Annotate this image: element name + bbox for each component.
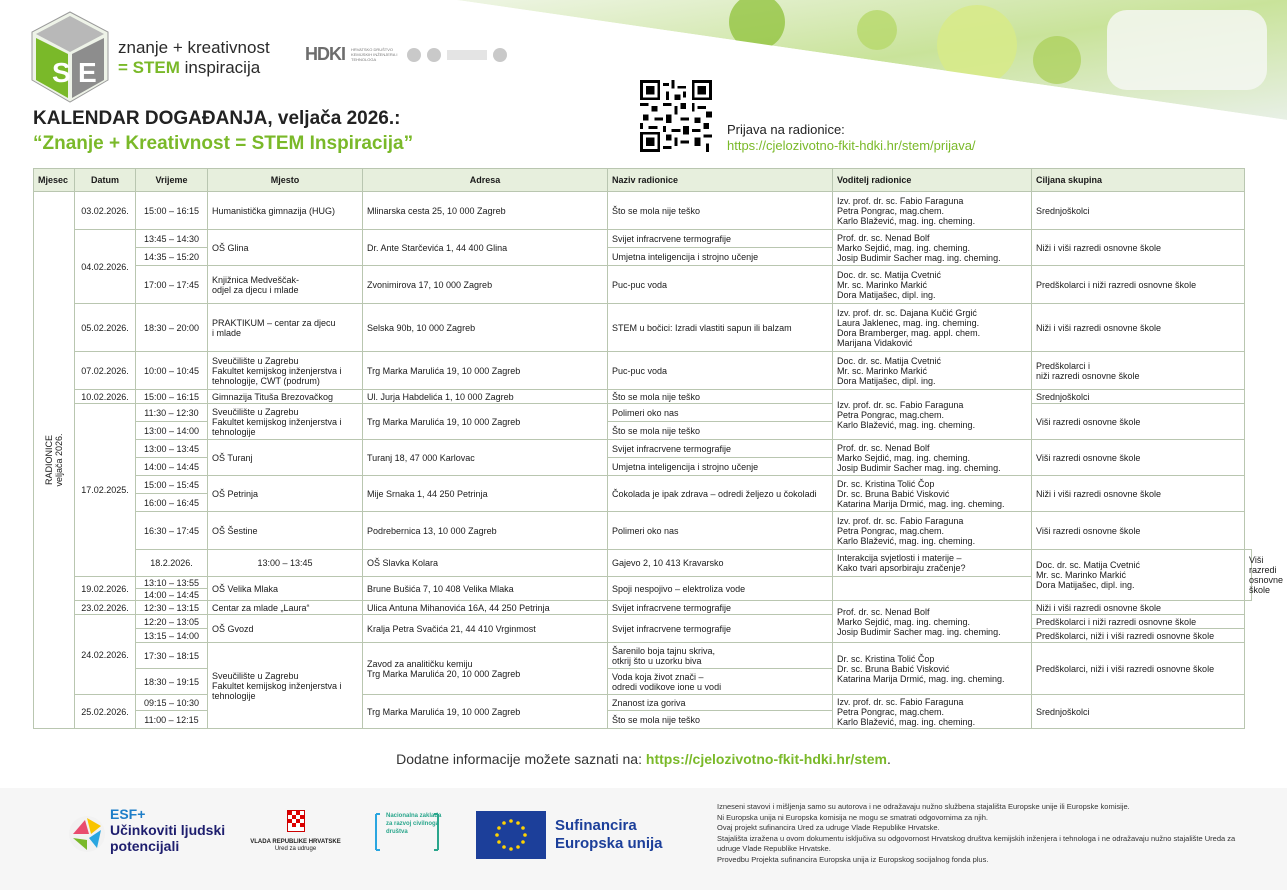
- leader-cell: Izv. prof. dr. sc. Fabio Faraguna Petra Pongrac, mag.chem. Karlo Blažević, mag. ing. cheming.: [833, 390, 1032, 440]
- leader-cell: Doc. dr. sc. Matija Cvetnić Mr. sc. Marinko Markić Dora Matijašec, dipl. ing.: [833, 266, 1032, 304]
- table-row: [34, 404, 1252, 422]
- place-cell: OŠ Slavka Kolara: [363, 550, 608, 577]
- time-cell: 16:30 – 17:45: [136, 512, 208, 550]
- address-cell: Trg Marka Marulića 19, 10 000 Zagreb: [363, 352, 608, 390]
- date-cell: 17.02.2025.: [75, 404, 136, 577]
- header-address: Adresa: [363, 169, 608, 192]
- workshop-cell: Umjetna inteligencija i strojno učenje: [608, 458, 833, 476]
- place-cell: OŠ Petrinja: [208, 476, 363, 512]
- table-row: [34, 601, 1252, 615]
- date-cell: 07.02.2026.: [75, 352, 136, 390]
- esf-text: [110, 806, 225, 854]
- workshop-cell: Spoji nespojivo – elektroliza vode: [608, 577, 833, 601]
- qr-code-icon[interactable]: [640, 80, 712, 152]
- address-cell: Trg Marka Marulića 19, 10 000 Zagreb: [363, 695, 608, 729]
- header-time: Vrijeme: [136, 169, 208, 192]
- workshop-cell: Što se mola nije teško: [608, 192, 833, 230]
- date-cell: 23.02.2026.: [75, 601, 136, 615]
- disclaimer-line: Provedbu Projekta sufinancira Europska unija iz Europskog socijalnog fonda plus.: [717, 854, 989, 864]
- disclaimer-line: Ni Europska unija ni Europska komisija ne mogu se smatrati odgovornima za njih.: [717, 812, 988, 822]
- header-leader: Voditelj radionice: [833, 169, 1032, 192]
- workshop-cell: Znanost iza goriva: [608, 695, 833, 711]
- month-cell: [34, 192, 75, 729]
- header-place: Mjesto: [208, 169, 363, 192]
- leader-cell: Prof. dr. sc. Nenad Bolf Marko Sejdić, mag. ing. cheming. Josip Budimir Sacher mag. ing. cheming.: [833, 230, 1032, 266]
- partner-logo-bar: [447, 50, 487, 60]
- address-cell: Mlinarska cesta 25, 10 000 Zagreb: [363, 192, 608, 230]
- address-cell: Gajevo 2, 10 413 Kravarsko: [608, 550, 833, 577]
- registration-label: Prijava na radionice:: [727, 122, 845, 137]
- partner-logos: [305, 44, 507, 65]
- date-cell: 04.02.2026.: [75, 230, 136, 304]
- target-cell: Viši razredi osnovne škole: [1032, 440, 1245, 476]
- logo-line2-rest: inspiracija: [179, 58, 261, 77]
- time-cell: 17:00 – 17:45: [136, 266, 208, 304]
- time-cell: 10:00 – 10:45: [136, 352, 208, 390]
- esf-line1: ESF+: [110, 806, 146, 822]
- header-date: Datum: [75, 169, 136, 192]
- month-label-line2: veljača 2026.: [54, 433, 64, 487]
- stem-logo: [30, 10, 110, 105]
- time-cell: 15:00 – 16:15: [136, 192, 208, 230]
- place-cell: Humanistička gimnazija (HUG): [208, 192, 363, 230]
- table-row: [34, 352, 1252, 390]
- time-cell: 14:35 – 15:20: [136, 248, 208, 266]
- target-cell: Srednjoškolci: [1032, 390, 1245, 404]
- address-cell: Turanj 18, 47 000 Karlovac: [363, 440, 608, 476]
- table-row: [34, 550, 1252, 577]
- time-cell: 12:30 – 13:15: [136, 601, 208, 615]
- date-cell: 10.02.2026.: [75, 390, 136, 404]
- address-cell: Ulica Antuna Mihanovića 16A, 44 250 Petrinja: [363, 601, 608, 615]
- leader-cell: Prof. dr. sc. Nenad Bolf Marko Sejdić, mag. ing. cheming. Josip Budimir Sacher mag. ing. cheming.: [833, 440, 1032, 476]
- workshop-cell: Polimeri oko nas: [608, 512, 833, 550]
- leader-cell: Izv. prof. dr. sc. Fabio Faraguna Petra Pongrac, mag.chem. Karlo Blažević, mag. ing. cheming.: [833, 192, 1032, 230]
- target-cell: Niži i viši razredi osnovne škole: [1032, 601, 1245, 615]
- workshop-cell: Što se mola nije teško: [608, 422, 833, 440]
- workshop-cell: STEM u bočici: Izradi vlastiti sapun ili balzam: [608, 304, 833, 352]
- place-cell: OŠ Turanj: [208, 440, 363, 476]
- time-cell: 13:00 – 14:00: [136, 422, 208, 440]
- address-cell: Mije Srnaka 1, 44 250 Petrinja: [363, 476, 608, 512]
- workshop-cell: Interakcija svjetlosti i materije – Kako tvari apsorbiraju zračenje?: [833, 550, 1032, 577]
- disclaimer: [717, 802, 1257, 865]
- address-cell: Brune Bušića 7, 10 408 Velika Mlaka: [363, 577, 608, 601]
- table-row: [34, 266, 1252, 304]
- place-cell: Sveučilište u Zagrebu Fakultet kemijskog inženjerstva i tehnologije: [208, 404, 363, 440]
- target-cell: Predškolarci i niži razredi osnovne škole: [1032, 352, 1245, 390]
- logo-text: [118, 38, 270, 78]
- time-cell: 13:15 – 14:00: [136, 629, 208, 643]
- header-month: Mjesec: [34, 169, 75, 192]
- leader-cell: Izv. prof. dr. sc. Fabio Faraguna Petra Pongrac, mag.chem. Karlo Blažević, mag. ing. cheming.: [833, 512, 1032, 550]
- workshop-cell: Svijet infracrvene termografije: [608, 601, 833, 615]
- table-row: [34, 390, 1252, 404]
- workshop-cell: Umjetna inteligencija i strojno učenje: [608, 248, 833, 266]
- partner-emblem-icon: [407, 48, 421, 62]
- workshop-cell: Što se mola nije teško: [608, 711, 833, 729]
- place-cell: PRAKTIKUM – centar za djecu i mlade: [208, 304, 363, 352]
- address-cell: Selska 90b, 10 000 Zagreb: [363, 304, 608, 352]
- time-cell: 14:00 – 14:45: [136, 589, 208, 601]
- target-cell: Predškolarci, niži i viši razredi osnovne škole: [1032, 643, 1245, 695]
- table-row: [34, 304, 1252, 352]
- svg-text:E: E: [78, 57, 97, 88]
- workshop-cell: Šarenilo boja tajnu skriva, otkrij što u uzorku biva: [608, 643, 833, 669]
- leader-cell: Izv. prof. dr. sc. Dajana Kučić Grgić Laura Jaklenec, mag. ing. cheming. Dora Bramberger, mag. appl. chem. Marijana Vidaković: [833, 304, 1032, 352]
- svg-text:S: S: [52, 57, 71, 88]
- workshop-cell: Polimeri oko nas: [608, 404, 833, 422]
- time-cell: 18:30 – 19:15: [136, 669, 208, 695]
- date-cell: 18.2.2026.: [136, 550, 208, 577]
- place-cell: Sveučilište u Zagrebu Fakultet kemijskog inženjerstva i tehnologije: [208, 643, 363, 729]
- header-decorative-image: [457, 0, 1287, 190]
- place-cell: OŠ Glina: [208, 230, 363, 266]
- target-cell: Predškolarci i niži razredi osnovne škole: [1032, 266, 1245, 304]
- date-cell: 24.02.2026.: [75, 615, 136, 695]
- date-cell: 05.02.2026.: [75, 304, 136, 352]
- partner-seal-icon: [493, 48, 507, 62]
- time-cell: 13:45 – 14:30: [136, 230, 208, 248]
- esf-line2: Učinkoviti ljudski: [110, 822, 226, 838]
- disclaimer-line: Izneseni stavovi i mišljenja samo su autorova i ne odražavaju nužno službena stajališta Europske unije ili Europske komisije.: [717, 802, 1130, 811]
- workshop-cell: Svijet infracrvene termografije: [608, 230, 833, 248]
- events-calendar-table: [33, 168, 1284, 729]
- date-cell: 25.02.2026.: [75, 695, 136, 729]
- registration-link[interactable]: https://cjelozivotno-fkit-hdki.hr/stem/prijava/: [727, 138, 976, 153]
- table-row: [34, 476, 1252, 494]
- logo-line2-strong: = STEM: [118, 58, 180, 77]
- workshop-cell: Svijet infracrvene termografije: [608, 615, 833, 643]
- page-title: KALENDAR DOGAĐANJA, veljača 2026.:: [33, 108, 401, 129]
- address-cell: Kralja Petra Svačića 21, 44 410 Vrginmost: [363, 615, 608, 643]
- place-cell: OŠ Velika Mlaka: [208, 577, 363, 601]
- government-logo: [243, 810, 348, 853]
- target-cell: Viši razredi osnovne škole: [1245, 550, 1252, 601]
- time-cell: 12:20 – 13:05: [136, 615, 208, 629]
- date-cell: 03.02.2026.: [75, 192, 136, 230]
- time-cell: 13:10 – 13:55: [136, 577, 208, 589]
- date-cell: 19.02.2026.: [75, 577, 136, 601]
- address-cell: Ul. Jurja Habdelića 1, 10 000 Zagreb: [363, 390, 608, 404]
- target-cell: Viši razredi osnovne škole: [1032, 404, 1245, 440]
- disclaimer-line: Stajališta izražena u ovom dokumentu isključiva su odgovornost Hrvatskog društva kemijskih inženjera i tehnologa i ne odražavaju nužno stajalište Ureda za udruge Vlade Republike Hrvatske.: [717, 833, 1236, 853]
- time-cell: 13:00 – 13:45: [136, 440, 208, 458]
- table-row: [34, 230, 1252, 248]
- hdki-logo: HDKI: [305, 44, 345, 64]
- time-cell: 18:30 – 20:00: [136, 304, 208, 352]
- time-cell: 11:30 – 12:30: [136, 404, 208, 422]
- time-cell: 13:00 – 13:45: [208, 550, 363, 577]
- leader-cell: Dr. sc. Kristina Tolić Čop Dr. sc. Bruna Babić Visković Katarina Marija Drmić, mag. ing. cheming.: [833, 643, 1032, 695]
- time-cell: 11:00 – 12:15: [136, 711, 208, 729]
- target-cell: Predškolarci, niži i viši razredi osnovne škole: [1032, 629, 1245, 643]
- place-cell: Gimnazija Tituša Brezovačkog: [208, 390, 363, 404]
- header-workshop: Naziv radionice: [608, 169, 833, 192]
- more-info-line: [0, 751, 1287, 767]
- time-cell: 17:30 – 18:15: [136, 643, 208, 669]
- place-cell: Centar za mlade „Laura“: [208, 601, 363, 615]
- table-header-row: [34, 169, 1252, 192]
- table-row: [34, 440, 1252, 458]
- table-row: [34, 512, 1252, 550]
- month-label-line1: RADIONICE: [44, 434, 54, 486]
- time-cell: 16:00 – 16:45: [136, 494, 208, 512]
- target-cell: Niži i viši razredi osnovne škole: [1032, 304, 1245, 352]
- esf-line3: potencijali: [110, 838, 180, 854]
- time-cell: 15:00 – 15:45: [136, 476, 208, 494]
- disclaimer-line: Ovaj projekt sufinancira Ured za udruge Vlade Republike Hrvatske.: [717, 823, 940, 832]
- eu-line1: Sufinancira: [555, 817, 637, 834]
- workshop-cell: Voda koja život znači – odredi vodikove ione u vodi: [608, 669, 833, 695]
- more-info-text: Dodatne informacije možete saznati na:: [396, 751, 646, 767]
- place-cell: OŠ Šestine: [208, 512, 363, 550]
- target-cell: Srednjoškolci: [1032, 695, 1245, 729]
- address-cell: Zvonimirova 17, 10 000 Zagreb: [363, 266, 608, 304]
- leader-cell: Dr. sc. Kristina Tolić Čop Dr. sc. Bruna Babić Visković Katarina Marija Drmić, mag. ing. cheming.: [833, 476, 1032, 512]
- hdki-subtitle: HRVATSKO DRUŠTVO KEMIJSKIH INŽENJERA I TEHNOLOGA: [351, 47, 398, 62]
- header-target: Ciljana skupina: [1032, 169, 1245, 192]
- eu-cofunding-text: [555, 817, 663, 853]
- workshop-cell: Što se mola nije teško: [608, 390, 833, 404]
- time-cell: 14:00 – 14:45: [136, 458, 208, 476]
- target-cell: Niži i viši razredi osnovne škole: [1032, 476, 1245, 512]
- place-cell: Knjižnica Medveščak- odjel za djecu i mlade: [208, 266, 363, 304]
- address-cell: Trg Marka Marulića 19, 10 000 Zagreb: [363, 404, 608, 440]
- leader-cell: Doc. dr. sc. Matija Cvetnić Mr. sc. Marinko Markić Dora Matijašec, dipl. ing.: [1032, 550, 1245, 601]
- target-cell: Viši razredi osnovne škole: [1032, 512, 1245, 550]
- target-cell: Predškolarci i niži razredi osnovne škole: [1032, 615, 1245, 629]
- table-row: [34, 615, 1252, 629]
- leader-cell: Prof. dr. sc. Nenad Bolf Marko Sejdić, mag. ing. cheming. Josip Budimir Sacher mag. ing. cheming.: [833, 601, 1032, 643]
- table-row: [34, 192, 1252, 230]
- workshop-cell: Čokolada je ipak zdrava – odredi željezo u čokoladi: [608, 476, 833, 512]
- address-cell: Dr. Ante Starčevića 1, 44 400 Glina: [363, 230, 608, 266]
- government-line2: Ured za udruge: [274, 846, 317, 852]
- place-cell: Sveučilište u Zagrebu Fakultet kemijskog inženjerstva i tehnologije, CWT (podrum): [208, 352, 363, 390]
- eu-flag-icon: [476, 811, 546, 859]
- eu-line2: Europska unija: [555, 835, 663, 852]
- table-row: [34, 643, 1252, 669]
- workshop-cell: Puc-puc voda: [608, 266, 833, 304]
- leader-cell: Izv. prof. dr. sc. Fabio Faraguna Petra Pongrac, mag.chem. Karlo Blažević, mag. ing. cheming.: [833, 695, 1032, 729]
- address-cell: Podrebernica 13, 10 000 Zagreb: [363, 512, 608, 550]
- workshop-cell: Puc-puc voda: [608, 352, 833, 390]
- government-line1: VLADA REPUBLIKE HRVATSKE: [250, 839, 341, 845]
- address-cell: Zavod za analitičku kemiju Trg Marka Marulića 20, 10 000 Zagreb: [363, 643, 608, 695]
- workshop-cell: Svijet infracrvene termografije: [608, 440, 833, 458]
- target-cell: Srednjoškolci: [1032, 192, 1245, 230]
- time-cell: 15:00 – 16:15: [136, 390, 208, 404]
- more-info-end: .: [887, 751, 891, 767]
- croatian-coat-of-arms-icon: [287, 810, 305, 832]
- place-cell: OŠ Gvozd: [208, 615, 363, 643]
- time-cell: 09:15 – 10:30: [136, 695, 208, 711]
- page-subtitle: “Znanje + Kreativnost = STEM Inspiracija”: [33, 133, 414, 154]
- nzrcd-text: Nacionalna zaklada za razvoj civilnoga društva: [386, 813, 442, 835]
- leader-cell: Doc. dr. sc. Matija Cvetnić Mr. sc. Marinko Markić Dora Matijašec, dipl. ing.: [833, 352, 1032, 390]
- more-info-link[interactable]: https://cjelozivotno-fkit-hdki.hr/stem: [645, 751, 888, 767]
- logo-line1: znanje + kreativnost: [118, 38, 270, 57]
- partner-crest-icon: [427, 48, 441, 62]
- target-cell: Niži i viši razredi osnovne škole: [1032, 230, 1245, 266]
